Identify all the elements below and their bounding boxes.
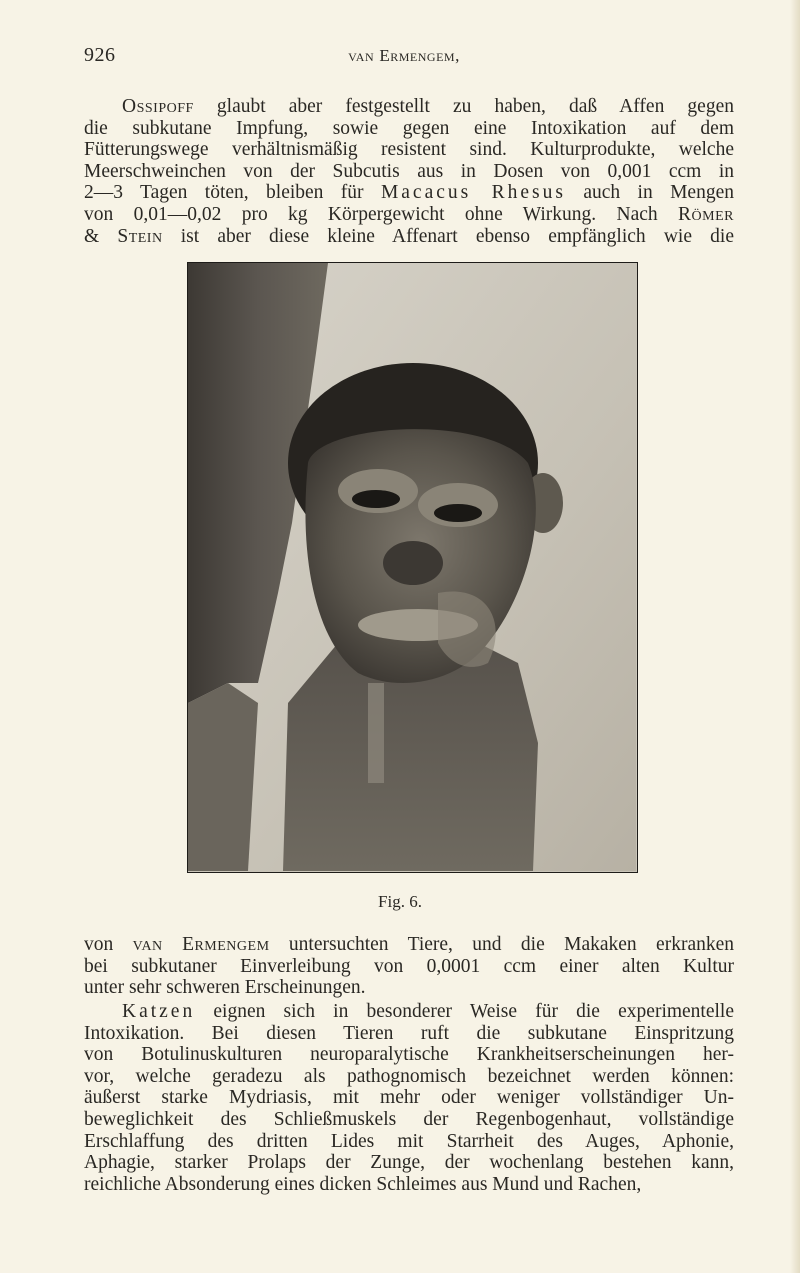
figure-monkey-photo [187,262,638,873]
author-stein: Stein [117,225,163,247]
author-van: van [132,934,163,955]
text-line: Aphagie, starker Prolaps der Zunge, der wochenlang bestehen kann, [84,1152,734,1174]
text-line: beweglichkeit des Schließmuskels der Regenbogenhaut, vollständige [84,1108,734,1130]
arm-shadow [188,683,258,871]
text-line: Katzen eignen sich in besonderer Weise für die experimentelle [122,1001,734,1022]
paragraph-bottom [84,934,734,999]
running-head-name: Ermengem, [379,46,460,65]
text-line: bei subkutaner Einverleibung von 0,0001 ccm einer alten Kultur [84,955,734,977]
text-line: von 0,01—0,02 pro kg Körpergewicht ohne Wirkung. Nach Römer [84,203,734,225]
author-roemer: Römer [678,203,734,225]
text-line: von van Ermengem untersuchten Tiere, und die Makaken erkranken [84,934,735,955]
page-header [84,44,724,72]
author-ossipoff: Ossipoff [122,96,194,117]
figure-caption: Fig. 6. [378,892,422,911]
running-head [84,46,724,66]
text-line: Erschlaffung des dritten Lides mit Starrheit des Auges, Aphonie, [84,1130,734,1152]
word-katzen: Katzen [122,1001,196,1022]
text-line: vor, welche geradezu als pathognomisch bezeichnet werden können: [84,1065,734,1087]
monkey-photograph [188,263,636,871]
page-number: 926 [84,44,116,66]
running-head-prefix: van [348,46,375,65]
text-line: äußerst starke Mydriasis, mit mehr oder weniger vollständiger Un- [84,1087,734,1109]
paragraph-top [84,96,734,247]
monkey-nose [383,541,443,585]
text-line: Intoxikation. Bei diesen Tieren ruft die subkutane Einspritzung [84,1022,734,1044]
text-line: Fütterungswege verhältnismäßig resistent sind. Kulturprodukte, welche [84,139,734,161]
page-edge-shadow [790,0,800,1273]
text-line: von Botulinuskulturen neuroparalytische Krankheitserscheinungen her- [84,1044,734,1066]
monkey-eye-left [352,490,400,508]
text-line: Meerschweinchen von der Subcutis aus in Dosen von 0,001 ccm in [84,160,734,182]
saliva-strand [368,683,384,783]
monkey-eye-right [434,504,482,522]
text-line: 2—3 Tagen töten, bleiben für Macacus Rhesus auch in Mengen [84,182,734,204]
species-macacus-rhesus: Macacus Rhesus [380,182,566,204]
text-line: die subkutane Impfung, sowie gegen eine Intoxikation auf dem [84,117,734,139]
text-line: Ossipoff glaubt aber festgestellt zu haben, daß Affen gegen [122,96,734,117]
text-line: unter sehr schweren Erscheinungen. [84,977,366,999]
text-line: reichliche Absonderung eines dicken Schleimes aus Mund und Rachen, [84,1173,642,1195]
author-ermengem: Ermengem [182,934,270,955]
text-line: & Stein ist aber diese kleine Affenart ebenso empfänglich wie die [84,225,734,247]
paragraph-cats [84,1001,734,1195]
